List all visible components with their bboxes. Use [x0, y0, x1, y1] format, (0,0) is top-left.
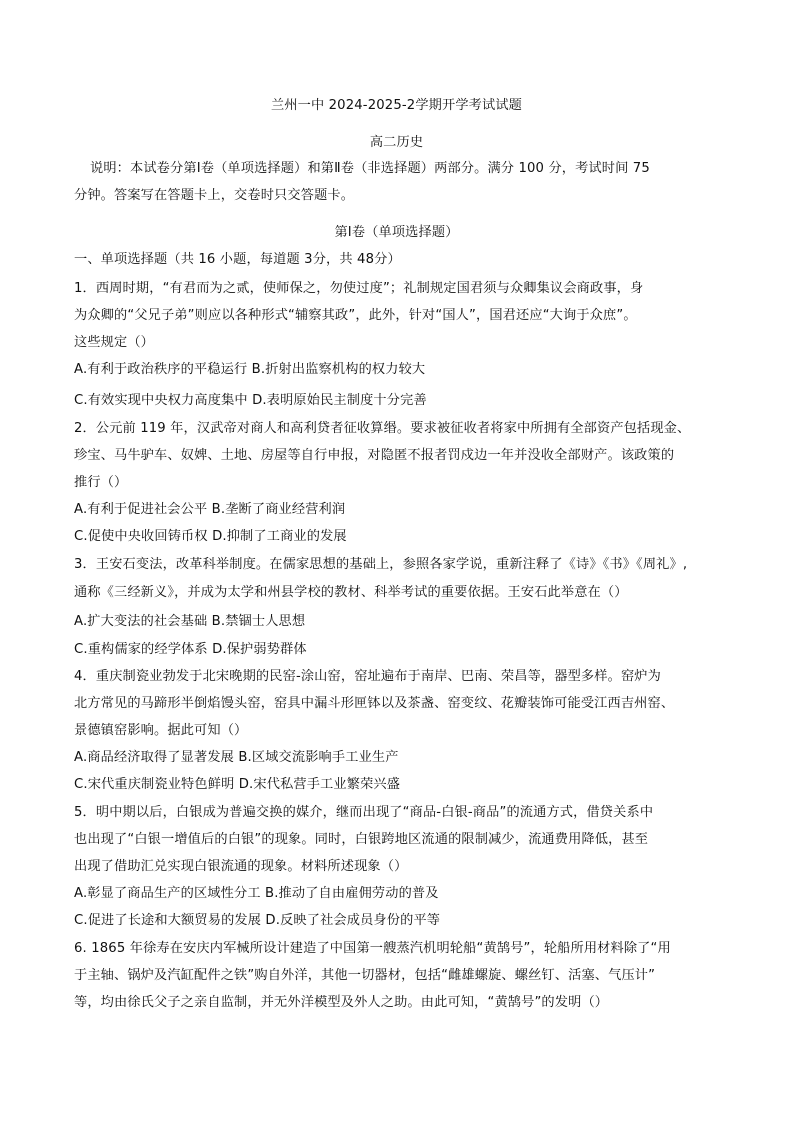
question-6-line-3: 等，均由徐氏父子之亲自监制，并无外洋模型及外人之助。由此可知，“黄鹄号”的发明（）	[74, 995, 609, 1010]
question-4-option-ab: A.商品经济取得了显著发展 B.区域交流影响手工业生产	[74, 750, 399, 765]
question-4-line-2: 北方常见的马蹄形半倒焰馒头窑，窑具中漏斗形匣钵以及茶盏、窑变纹、花瓣装饰可能受江西吉州窑、	[74, 696, 675, 711]
question-3-line-1: 3．王安石变法，改革科举制度。在儒家思想的基础上，参照各家学说，重新注释了《诗》《书》《周礼》,	[74, 557, 688, 572]
question-1-line-2: 为众卿的“父兄子弟”则应以各种形式“辅察其政”，此外，针对“国人”，国君还应“大询于众庶”。	[74, 308, 637, 323]
question-2-option-cd: C.促使中央收回铸币权 D.抑制了工商业的发展	[74, 529, 347, 544]
subject-title: 高二历史	[369, 135, 424, 150]
question-6-line-2: 于主轴、锅炉及汽缸配件之铁”购自外洋，其他一切器材，包括“雌雄螺旋、螺丝钉、活塞、气压计”	[74, 968, 656, 983]
question-1-option-ab: A.有利于政治秩序的平稳运行 B.折射出监察机构的权力较大	[74, 362, 426, 377]
question-1-option-cd: C.有效实现中央权力高度集中 D.表明原始民主制度十分完善	[74, 393, 427, 408]
question-5-line-1: 5．明中期以后，白银成为普遍交换的媒介，继而出现了“商品-白银-商品”的流通方式，借贷关系中	[74, 805, 654, 820]
exam-title: 兰州一中 2024-2025-2学期开学考试试题	[270, 98, 523, 113]
question-6-line-1: 6. 1865 年徐寿在安庆内军械所设计建造了中国第一艘蒸汽机明轮船“黄鹄号”，轮船所用材料除了“用	[74, 941, 671, 956]
instructions-line-1: 说明：本试卷分第Ⅰ卷（单项选择题）和第Ⅱ卷（非选择题）两部分。满分 100 分，考试时间 75	[90, 161, 650, 176]
question-5-option-ab: A.彰显了商品生产的区域性分工 B.推动了自由雇佣劳动的普及	[74, 886, 439, 901]
question-1-line-3: 这些规定（）	[74, 335, 155, 350]
question-4-line-3: 景德镇窑影响。据此可知（）	[74, 723, 248, 738]
question-3-line-2: 通称《三经新义》，并成为太学和州县学校的教材、科举考试的重要依据。王安石此举意在（）	[74, 585, 628, 600]
question-3-option-cd: C.重构儒家的经学体系 D.保护弱势群体	[74, 642, 307, 657]
question-1-line-1: 1．西周时期，“有君而为之贰，使师保之，勿使过度”；礼制规定国君须与众卿集议会商政事，身	[74, 281, 644, 296]
question-2-line-1: 2．公元前 119 年，汉武帝对商人和高利贷者征收算缗。要求被征收者将家中所拥有全部资产包括现金、	[74, 421, 691, 436]
question-2-line-3: 推行（）	[74, 475, 128, 490]
question-4-line-1: 4．重庆制瓷业勃发于北宋晚期的民窑-涂山窑，窑址遍布于南岸、巴南、荣昌等，器型多样。窑炉为	[74, 669, 661, 684]
question-5-option-cd: C.促进了长途和大额贸易的发展 D.反映了社会成员身份的平等	[74, 913, 441, 928]
question-4-option-cd: C.宋代重庆制瓷业特色鲜明 D.宋代私营手工业繁荣兴盛	[74, 777, 401, 792]
question-3-option-ab: A.扩大变法的社会基础 B.禁锢士人思想	[74, 614, 306, 629]
question-5-line-2: 也出现了“白银一增值后的白银”的现象。同时，白银跨地区流通的限制减少，流通费用降低，甚至	[74, 832, 649, 847]
question-2-line-2: 珍宝、马牛驴车、奴婢、土地、房屋等自行申报，对隐匿不报者罚戍边一年并没收全部财产。该政策的	[74, 448, 675, 463]
section-title: 第Ⅰ卷（单项选择题）	[334, 225, 459, 240]
question-2-option-ab: A.有利于促进社会公平 B.垄断了商业经营利润	[74, 502, 346, 517]
instructions-line-2: 分钟。答案写在答题卡上，交卷时只交答题卡。	[74, 188, 355, 203]
section-heading: 一、单项选择题（共 16 小题，每道题 3分，共 48分）	[74, 252, 401, 267]
question-5-line-3: 出现了借助汇兑实现白银流通的现象。材料所述现象（）	[74, 859, 408, 874]
